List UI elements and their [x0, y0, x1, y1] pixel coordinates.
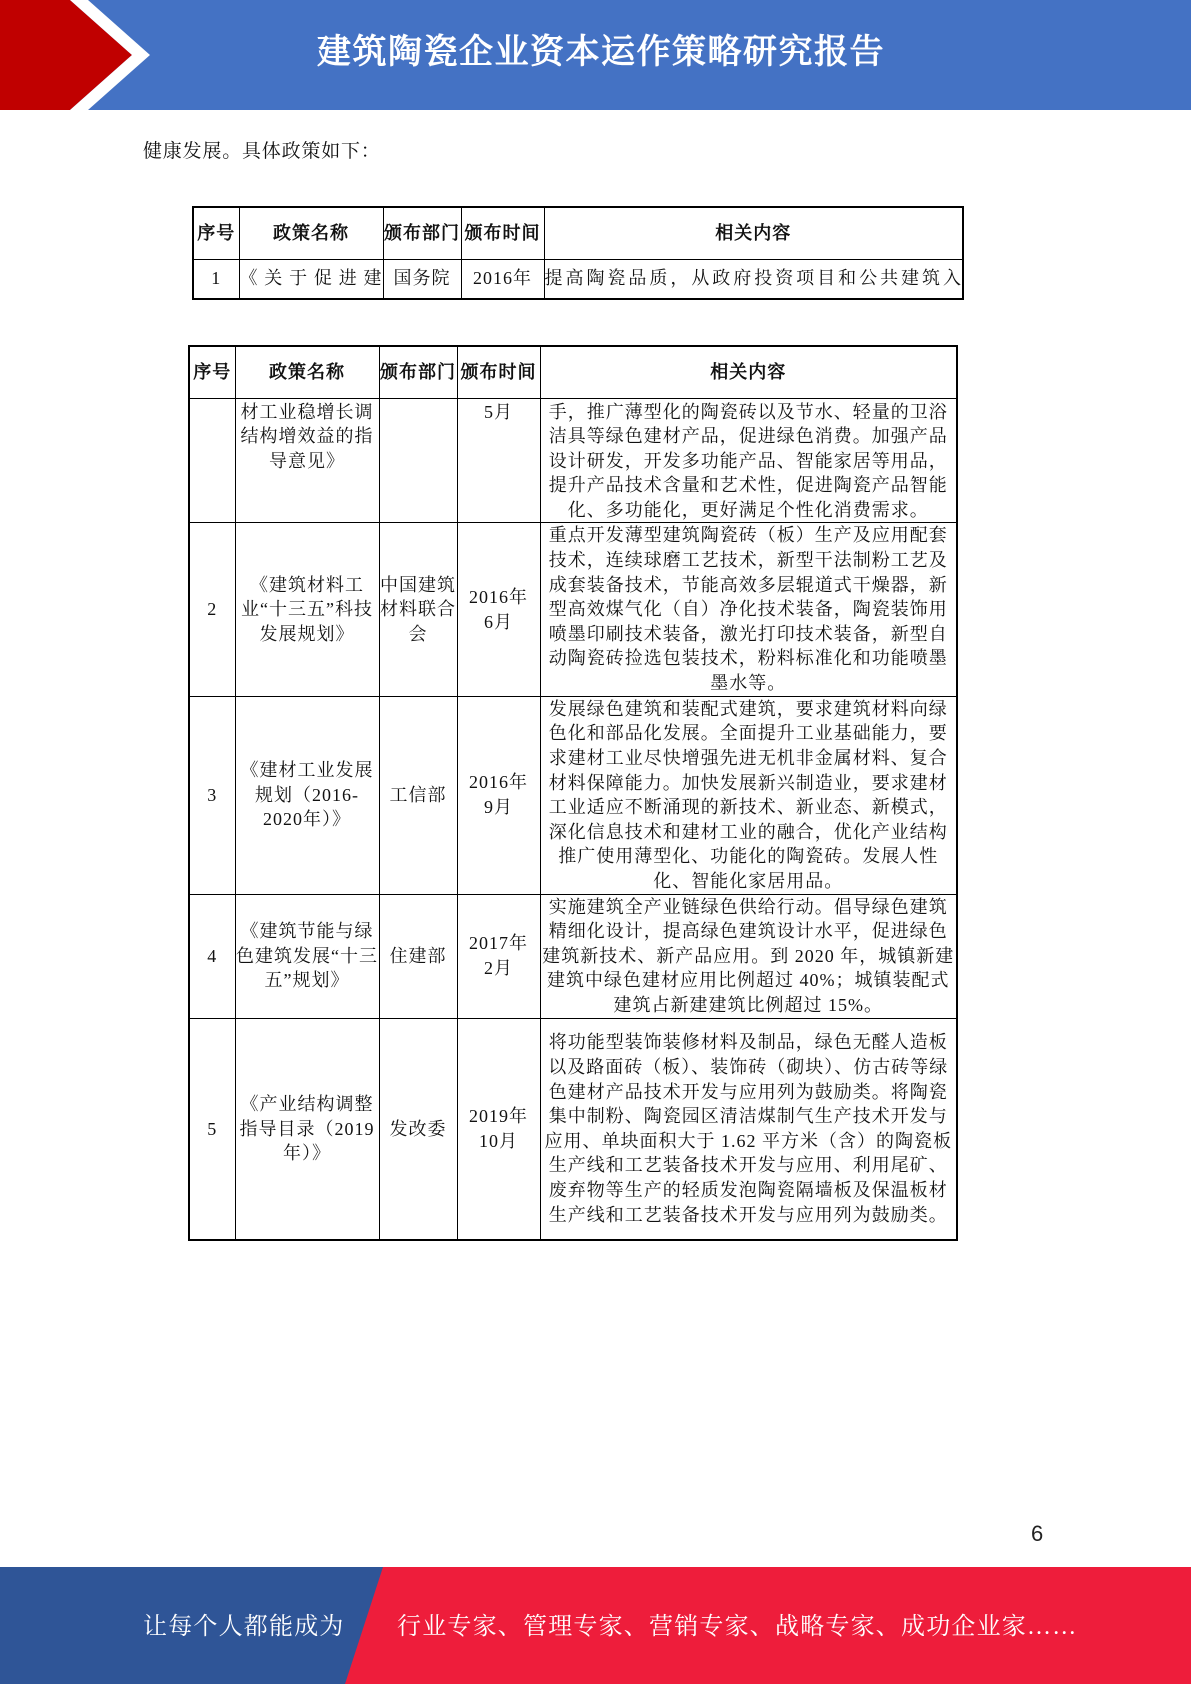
cell-serial: 1	[193, 259, 239, 299]
intro-paragraph: 健康发展。具体政策如下：	[143, 141, 381, 162]
issue-date-line: 2017年	[469, 933, 528, 954]
cell-serial: 2	[189, 523, 235, 696]
policy-table-excerpt	[192, 206, 964, 300]
issue-date-line: 6月	[484, 611, 513, 632]
issue-date-line: 5月	[484, 401, 513, 422]
table-row	[189, 696, 957, 894]
issue-date-line: 10月	[479, 1130, 518, 1151]
issue-date-line: 9月	[484, 797, 513, 818]
table-row	[189, 523, 957, 696]
cell-policy-name: 材工业稳增长调结构增效益的指导意见》	[235, 398, 379, 523]
issue-date-line: 2016年	[469, 586, 528, 607]
report-header-band	[0, 0, 1191, 110]
report-footer-band	[0, 1567, 1191, 1684]
cell-content: 重点开发薄型建筑陶瓷砖（板）生产及应用配套技术，连续球磨工艺技术，新型干法制粉工艺及成套装备技术，节能高效多层辊道式干燥器，新型高效煤气化（自）净化技术装备，陶瓷装饰用喷墨印刷技术装备，激光打印技术装备，新型自动陶瓷砖捡选包装技术，粉料标准化和功能喷墨墨水等。	[540, 523, 957, 696]
header-cell-serial: 序号	[193, 207, 239, 259]
cell-policy-name: 《产业结构调整指导目录（2019年）》	[235, 1018, 379, 1240]
page-number: 6	[1031, 1521, 1044, 1546]
cell-department: 中国建筑材料联合会	[379, 523, 457, 696]
cell-issue-date	[457, 894, 540, 1018]
cell-department: 国务院	[383, 259, 461, 299]
table-header-row	[189, 346, 957, 398]
header-cell-serial: 序号	[189, 346, 235, 398]
issue-date-line: 2019年	[469, 1105, 528, 1126]
chevron-arrow-icon	[0, 0, 160, 110]
cell-policy-name: 《建材工业发展规划（2016-2020年）》	[235, 696, 379, 894]
header-cell-issue-date: 颁布时间	[461, 207, 544, 259]
table-row-continued	[189, 398, 957, 523]
cell-policy-name: 《关于促进建	[239, 259, 383, 299]
issue-date-line: 2016年	[473, 268, 532, 289]
cell-issue-date	[457, 1018, 540, 1240]
cell-department: 工信部	[379, 696, 457, 894]
header-cell-content: 相关内容	[544, 207, 963, 259]
header-cell-content: 相关内容	[540, 346, 957, 398]
header-cell-department: 颁布部门	[379, 346, 457, 398]
issue-date-line: 2月	[484, 958, 513, 979]
cell-issue-date	[457, 523, 540, 696]
header-cell-department: 颁布部门	[383, 207, 461, 259]
cell-department: 发改委	[379, 1018, 457, 1240]
cell-content: 提高陶瓷品质，从政府投资项目和公共建筑入	[544, 259, 963, 299]
cell-content: 手，推广薄型化的陶瓷砖以及节水、轻量的卫浴洁具等绿色建材产品，促进绿色消费。加强产品设计研发，开发多功能产品、智能家居等用品，提升产品技术含量和艺术性，促进陶瓷产品智能化、多功能化，更好满足个性化消费需求。	[540, 398, 957, 523]
cell-content: 发展绿色建筑和装配式建筑，要求建筑材料向绿色化和部品化发展。全面提升工业基础能力，要求建材工业尽快增强先进无机非金属材料、复合材料保障能力。加快发展新兴制造业，要求建材工业适应不断涌现的新技术、新业态、新模式，深化信息技术和建材工业的融合，优化产业结构推广使用薄型化、功能化的陶瓷砖。发展人性化、智能化家居用品。	[540, 696, 957, 894]
table-row	[189, 1018, 957, 1240]
policy-table	[188, 345, 958, 1241]
report-title: 建筑陶瓷企业资本运作策略研究报告	[317, 32, 885, 72]
cell-policy-name: 《建筑材料工业“十三五”科技发展规划》	[235, 523, 379, 696]
cell-issue-date	[457, 696, 540, 894]
footer-slogan-lead: 让每个人都能成为	[143, 1614, 345, 1640]
table-header-row	[193, 207, 963, 259]
footer-slogan-roles: 行业专家、管理专家、营销专家、战略专家、成功企业家……	[397, 1614, 1078, 1640]
issue-date-line: 2016年	[469, 772, 528, 793]
header-cell-issue-date: 颁布时间	[457, 346, 540, 398]
cell-issue-date	[457, 398, 540, 523]
header-cell-policy-name: 政策名称	[239, 207, 383, 259]
header-cell-policy-name: 政策名称	[235, 346, 379, 398]
cell-serial: 4	[189, 894, 235, 1018]
cell-policy-name: 《建筑节能与绿色建筑发展“十三五”规划》	[235, 894, 379, 1018]
cell-issue-date	[461, 259, 544, 299]
cell-serial	[189, 398, 235, 523]
cell-serial: 3	[189, 696, 235, 894]
table-row	[189, 894, 957, 1018]
cell-content: 实施建筑全产业链绿色供给行动。倡导绿色建筑精细化设计，提高绿色建筑设计水平，促进绿色建筑新技术、新产品应用。到 2020 年，城镇新建建筑中绿色建材应用比例超过 40%；城镇装配式建筑占新建建筑比例超过 15%。	[540, 894, 957, 1018]
cell-department	[379, 398, 457, 523]
cell-department: 住建部	[379, 894, 457, 1018]
table-row	[193, 259, 963, 299]
cell-serial: 5	[189, 1018, 235, 1240]
cell-content: 将功能型装饰装修材料及制品，绿色无醛人造板以及路面砖（板）、装饰砖（砌块）、仿古砖等绿色建材产品技术开发与应用列为鼓励类。将陶瓷集中制粉、陶瓷园区清洁煤制气生产技术开发与应用、单块面积大于 1.62 平方米（含）的陶瓷板生产线和工艺装备技术开发与应用、利用尾矿、废弃物等生产的轻质发泡陶瓷隔墙板及保温板材生产线和工艺装备技术开发与应用列为鼓励类。	[540, 1018, 957, 1240]
